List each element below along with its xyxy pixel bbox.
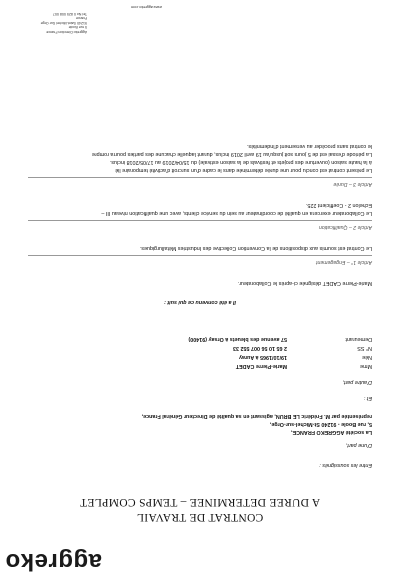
employee-ss-label: N° SS [357,345,372,351]
article2-title: Article 2 – Qualification [318,224,372,230]
agreed-heading: Il a été convenu ce qui suit : [164,299,236,305]
article2-rule [28,220,372,221]
article1-rule [28,255,372,256]
employee-born-label: Née [362,354,372,360]
employee-title-label: Mme [360,363,372,369]
employee-address-label: Demeurant [345,336,372,342]
designation-text: Marie-Pierre CADET désignée ci-après le Collaborateur. [237,280,372,286]
employee-name: Marie-Pierre CADET [235,363,287,369]
employer-name: La société AGGREKO FRANCE, [291,429,372,435]
footer-country: France [75,16,87,21]
footer-company: Aggreko Direction France [46,30,87,34]
party2-label: D'autre part, [342,379,372,385]
article1-text: Le Contrat est soumis aux dispositions de la Convention Collective des Industries Métallurgiques. [139,245,372,251]
article3-line1: Le présent contrat est conclu pour une durée déterminée dans le cadre d'un surcroit d'activité temporaire lié [115,167,372,173]
footer-city: 91240 Saint-Michel Sur Orge [40,20,87,25]
employee-address: 57 avenue des bleuets à Orsay (91400) [188,336,287,342]
employer-representative: représentée par M. Frédéric LE BRUN, agissant en sa qualité de Directeur Général France, [141,413,372,419]
party1-label: D'une part, [345,442,372,448]
intro-text: Entre les soussignés : [319,462,372,468]
contract-title-line2: A DUREE DETERMINEE – TEMPS COMPLET [79,496,321,508]
article3-line2: à la haute saison (ouverture des projets et festivals de la saison estivale) du 15/04/2019 au 17/05/2018 inclus. [109,159,372,165]
employee-ss-number: 2 65 10 56 007 552 33 [233,345,287,351]
employer-address: 5, rue Boole - 91240 St-Michel-sur-Orge, [269,421,372,427]
article2-line1: Le Collaborateur exercera en qualité de coordinateur au sein du service clients, avec une qualification niveau III – [101,210,372,216]
article3-line3: La période d'essai est de 5 jours soit jusqu'au 19 avril 2019 inclus, durant laquelle chacune des parties pourra rompre [91,151,372,157]
aggreko-logo [5,547,102,575]
brand-logo-text: aggreko [5,548,102,575]
contract-title-line1: CONTRAT DE TRAVAIL [136,511,264,523]
article3-title: Article 3 – Durée [333,181,372,187]
footer-phone: Tel No 0 825 008 007 [52,11,87,16]
article3-rule [28,177,372,178]
footer-street: 5 rue Boole [68,25,87,30]
article3-line4: le contrat sans procéder au versement d'indemnités. [246,143,372,149]
and-label: Et : [363,395,372,401]
article2-line2: Echelon 2 - Coefficient 225. [305,202,372,208]
footer-address [41,11,87,34]
employee-birth: 19/10/1965 à Auray [238,354,287,360]
footer-website: www.aggreko.com [130,5,162,9]
article1-title: Article 1° – Engagement [316,259,372,265]
